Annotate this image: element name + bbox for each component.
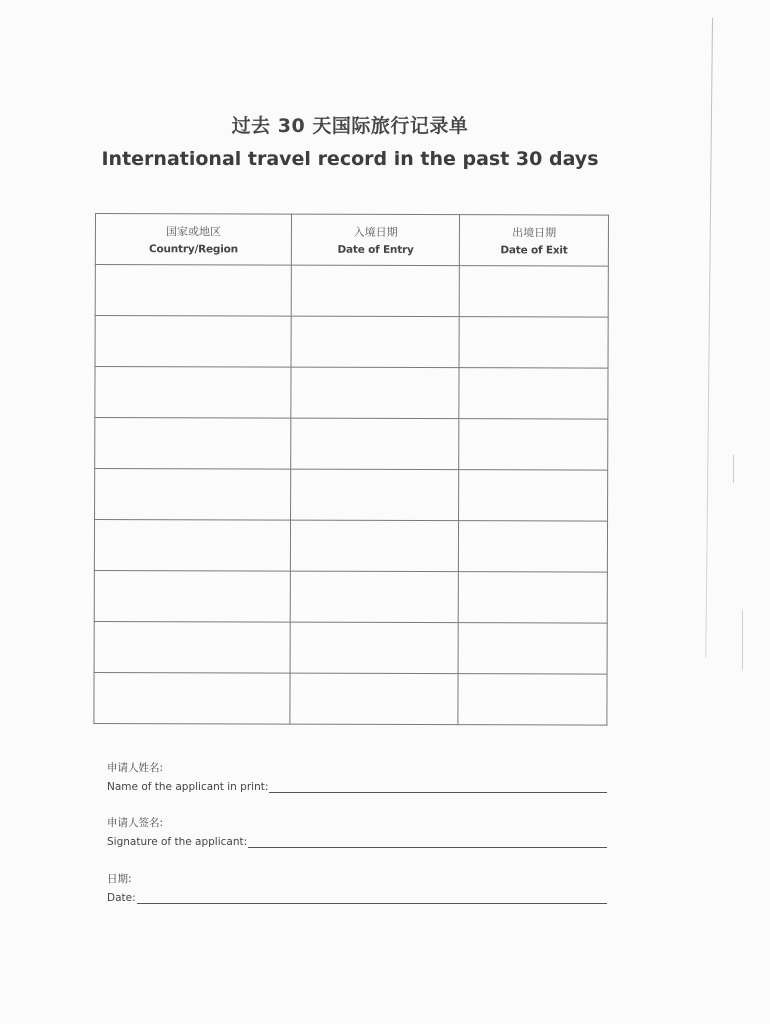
cell-exit-date[interactable] xyxy=(459,470,608,521)
table-row xyxy=(95,367,608,420)
column-header-entry-date xyxy=(291,214,459,266)
column-header-exit-date-en: Date of Exit xyxy=(500,244,568,257)
cell-exit-date[interactable] xyxy=(458,623,607,674)
cell-entry-date[interactable] xyxy=(291,520,459,572)
cell-exit-date[interactable] xyxy=(458,674,607,725)
table-body xyxy=(94,265,608,726)
column-header-country-cn: 国家或地区 xyxy=(165,225,222,239)
applicant-signature-label-en: Signature of the applicant: xyxy=(107,836,248,848)
page-edge-mark xyxy=(742,610,743,670)
cell-entry-date[interactable] xyxy=(290,571,458,623)
column-header-entry-date-cn: 入境日期 xyxy=(353,225,398,239)
applicant-signature-field xyxy=(107,815,607,848)
date-line[interactable] xyxy=(137,894,607,904)
date-label-en: Date: xyxy=(107,892,136,904)
cell-country[interactable] xyxy=(94,520,290,572)
table-row xyxy=(95,418,608,471)
cell-exit-date[interactable] xyxy=(459,521,608,572)
date-field xyxy=(107,871,607,904)
column-header-exit-date-cn: 出境日期 xyxy=(512,226,557,240)
applicant-name-label-cn: 申请人姓名: xyxy=(107,762,164,774)
column-header-exit-date xyxy=(460,215,609,266)
column-header-entry-date-en: Date of Entry xyxy=(337,243,414,257)
cell-exit-date[interactable] xyxy=(459,368,608,419)
date-label-cn: 日期: xyxy=(107,873,132,885)
table-row xyxy=(95,265,608,318)
form-title-chinese: 过去 30 天国际旅行记录单 xyxy=(231,115,469,137)
cell-country[interactable] xyxy=(94,621,290,673)
form-title-english: International travel record in the past 30 days xyxy=(101,148,599,170)
applicant-signature-label-cn: 申请人签名: xyxy=(107,817,164,829)
cell-country[interactable] xyxy=(95,418,291,470)
cell-country[interactable] xyxy=(95,469,291,521)
cell-exit-date[interactable] xyxy=(459,419,608,470)
table-row xyxy=(94,621,607,674)
cell-exit-date[interactable] xyxy=(458,572,607,623)
cell-entry-date[interactable] xyxy=(291,367,459,419)
cell-entry-date[interactable] xyxy=(290,622,458,674)
table-row xyxy=(94,520,607,573)
cell-entry-date[interactable] xyxy=(291,265,459,317)
table-row xyxy=(94,570,607,623)
column-header-country-en: Country/Region xyxy=(148,243,238,256)
travel-record-table xyxy=(93,213,609,726)
applicant-signature-line[interactable] xyxy=(248,838,607,848)
applicant-name-line[interactable] xyxy=(269,783,607,793)
cell-country[interactable] xyxy=(95,316,291,368)
cell-country[interactable] xyxy=(95,367,291,419)
table-row xyxy=(95,469,608,522)
applicant-name-label-en: Name of the applicant in print: xyxy=(107,781,269,793)
page-edge-line xyxy=(705,18,713,658)
cell-entry-date[interactable] xyxy=(291,469,459,521)
cell-country[interactable] xyxy=(94,570,290,622)
applicant-name-field xyxy=(107,760,607,793)
cell-entry-date[interactable] xyxy=(291,418,459,470)
table-row xyxy=(94,672,607,725)
cell-country[interactable] xyxy=(94,672,290,724)
cell-entry-date[interactable] xyxy=(290,673,458,725)
cell-entry-date[interactable] xyxy=(291,316,459,368)
column-header-country xyxy=(95,214,291,266)
page-edge-mark xyxy=(733,455,734,483)
cell-exit-date[interactable] xyxy=(459,266,608,317)
table-header-row xyxy=(95,214,608,267)
cell-country[interactable] xyxy=(95,265,291,317)
cell-exit-date[interactable] xyxy=(459,317,608,368)
table-row xyxy=(95,316,608,369)
